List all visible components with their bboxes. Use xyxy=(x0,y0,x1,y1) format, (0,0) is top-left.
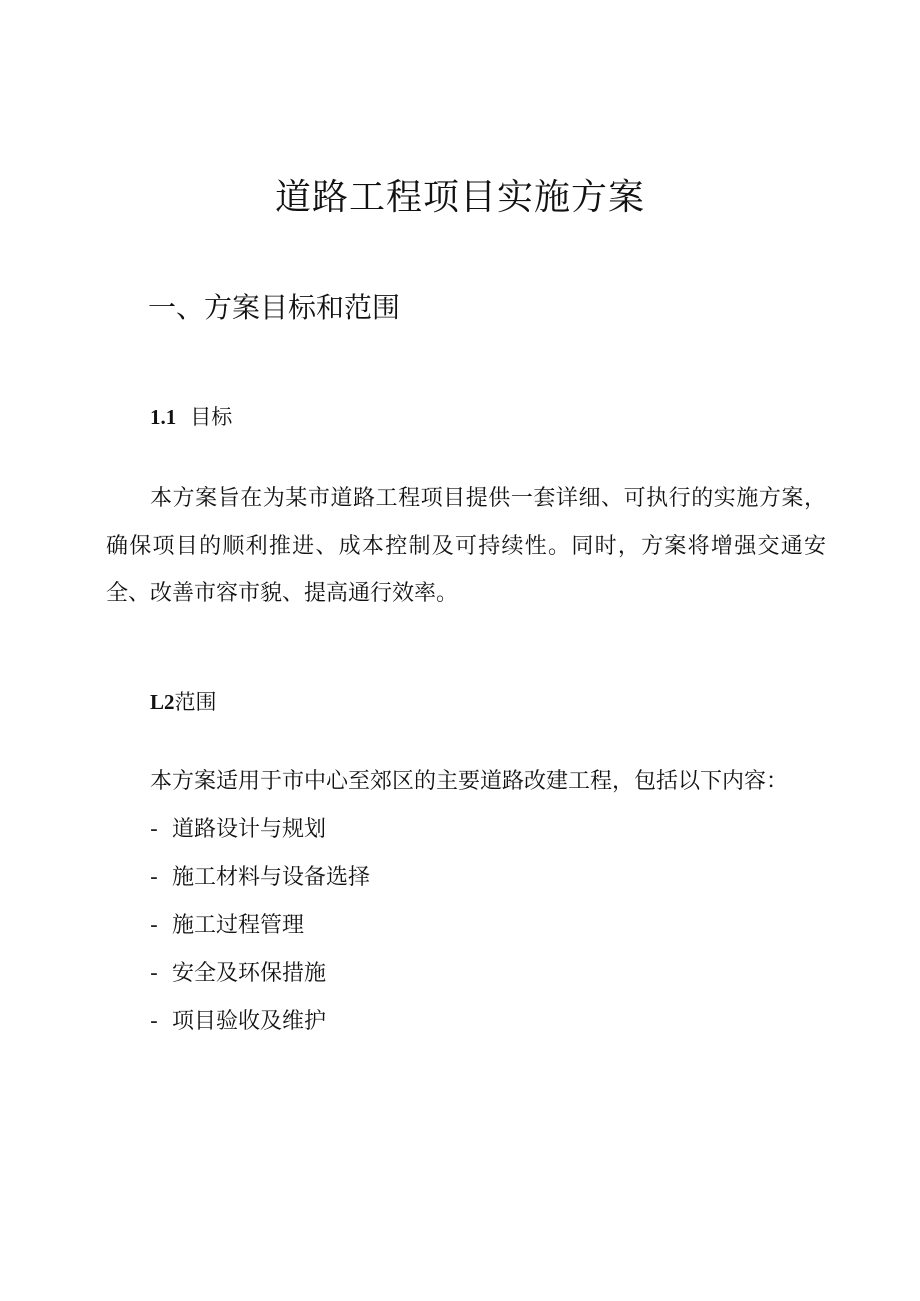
subsection-label-goal: 目标 xyxy=(190,405,233,429)
list-item-text: 安全及环保措施 xyxy=(172,961,327,986)
scope-intro-paragraph: 本方案适用于市中心至郊区的主要道路改建工程，包括以下内容： xyxy=(150,769,789,794)
section-heading-objectives-scope: 一、方案目标和范围 xyxy=(148,291,401,324)
subsection-label-scope: 范围 xyxy=(174,690,217,714)
goal-paragraph: 本方案旨在为某市道路工程项目提供一套详细、可执行的实施方案，确保项目的顺利推进、成本控制及可持续性。同时，方案将增强交通安全、改善市容市貌、提高通行效率。 xyxy=(106,486,826,606)
subsection-number-scope: L2 xyxy=(150,690,175,714)
list-bullet: - xyxy=(150,1009,158,1034)
subsection-heading-goal xyxy=(150,402,232,432)
document-title: 道路工程项目实施方案 xyxy=(274,177,645,218)
list-item xyxy=(150,906,370,954)
list-bullet: - xyxy=(150,865,158,890)
subsection-number-goal: 1.1 xyxy=(150,405,177,429)
list-item xyxy=(150,858,370,906)
scope-item-list xyxy=(150,810,370,1050)
list-item xyxy=(150,1002,370,1050)
list-item-text: 施工材料与设备选择 xyxy=(172,865,371,890)
list-item-text: 项目验收及维护 xyxy=(172,1009,327,1034)
list-bullet: - xyxy=(150,961,158,986)
subsection-heading-scope xyxy=(150,687,217,717)
list-item xyxy=(150,954,370,1002)
list-bullet: - xyxy=(150,913,158,938)
list-bullet: - xyxy=(150,817,158,842)
list-item-text: 道路设计与规划 xyxy=(172,817,327,842)
list-item xyxy=(150,810,370,858)
list-item-text: 施工过程管理 xyxy=(172,913,305,938)
